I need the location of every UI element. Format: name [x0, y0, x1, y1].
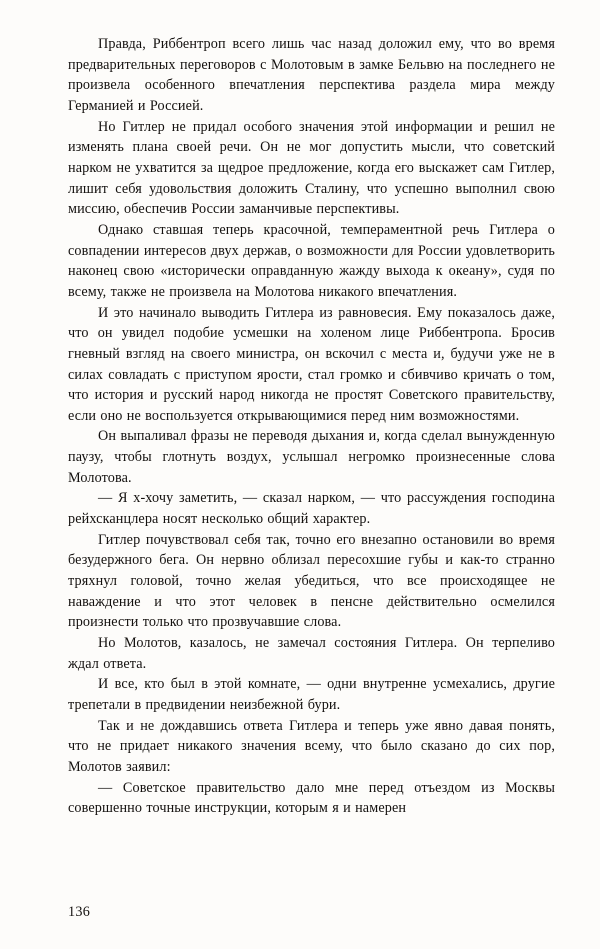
paragraph: Он выпаливал фразы не переводя дыхания и, когда сделал вынужденную паузу, чтобы глотнуть воздух, услышал негромко произнесенные слова Молотова. — [68, 428, 555, 486]
paragraph: И это начинало выводить Гитлера из равновесия. Ему показалось даже, что он увидел подобие усмешки на холеном лице Риббентропа. Бросив гневный взгляд на своего министра, он вскочил с места и, будучи уже не в силах совладать с приступом ярости, стал громко и сбивчиво кричать о том, что история и русский народ никогда не простят Советского правительству, если оно не воспользуется открывающимися перед ним возможностями. — [68, 304, 555, 424]
paragraph: Гитлер почувствовал себя так, точно его внезапно остановили во время безудержного бега. Он нервно облизал пересохшие губы и как-то странно тряхнул головой, точно желая убедиться, что все происходящее не наваждение и что этот человек в пенсне действительно осмелился произнести только что прозвучавшие слова. — [68, 531, 555, 631]
paragraph: Правда, Риббентроп всего лишь час назад доложил ему, что во время предварительных переговоров с Молотовым в замке Бельвю на последнего не произвела особенного впечатления перспектива раздела мира между Германией и Россией. — [68, 36, 555, 114]
paragraph: Так и не дождавшись ответа Гитлера и теперь уже явно давая понять, что не придает никакого значения всему, что было сказано до сих пор, Молотов заявил: — [68, 717, 555, 775]
page-number: 136 — [68, 904, 91, 920]
paragraph: Однако ставшая теперь красочной, темпераментной речь Гитлера о совпадении интересов двух держав, о возможности для России удовлетворить наконец свою «исторически оправданную жажду выхода к океану», судя по всему, также не произвела на Молотова никакого впечатления. — [68, 221, 555, 300]
paragraph: Но Молотов, казалось, не замечал состояния Гитлера. Он терпеливо ждал ответа. — [68, 635, 555, 672]
paragraph: — Я х-хочу заметить, — сказал нарком, — что рассуждения господина рейхсканцлера носят несколько общий характер. — [68, 490, 555, 528]
paragraph: — Советское правительство дало мне перед отъездом из Москвы совершенно точные инструкции, которым я и намерен — [68, 779, 555, 817]
page-body — [68, 34, 555, 819]
paragraph: И все, кто был в этой комнате, — одни внутренне усмехались, другие трепетали в предвидении неизбежной бури. — [68, 676, 555, 713]
paragraph: Но Гитлер не придал особого значения этой информации и решил не изменять плана своей речи. Он не мог допустить мысли, что советский нарком не ухватится за щедрое предложение, когда его выскажет сам Гитлер, лишит себя удовольствия доложить Сталину, что успешно выполнил свою миссию, обеспечив России заманчивые перспективы. — [68, 118, 555, 218]
